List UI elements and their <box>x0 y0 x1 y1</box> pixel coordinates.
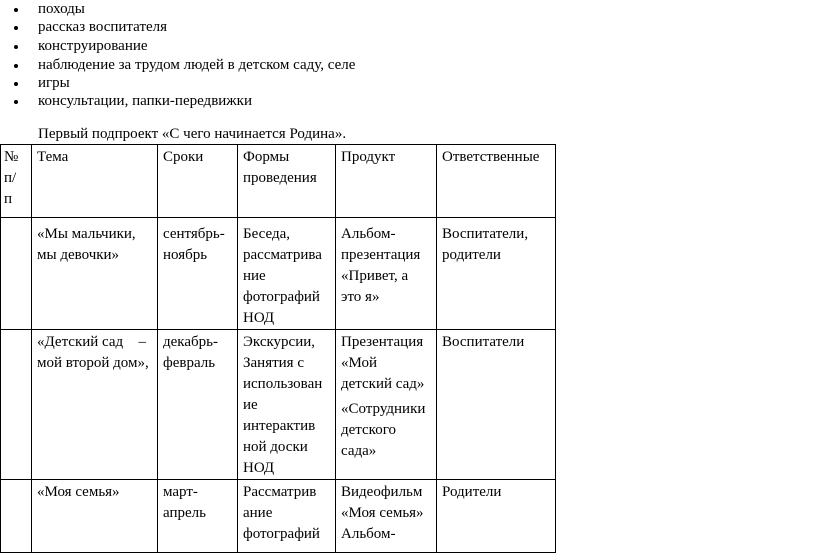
bullet-icon <box>14 45 18 49</box>
header-responsible: Ответственные <box>437 145 556 218</box>
plan-table <box>0 144 556 553</box>
bullet-icon <box>14 100 18 104</box>
cell-num <box>1 480 32 553</box>
cell-forms: Беседа, рассматрива ние фотографий НОД <box>238 218 336 330</box>
header-product: Продукт <box>336 145 437 218</box>
bullet-icon <box>14 8 18 12</box>
header-forms: Формы проведения <box>238 145 336 218</box>
cell-product: Альбом- презентация «Привет, а это я» <box>336 218 437 330</box>
cell-responsible: Родители <box>437 480 556 553</box>
cell-product: Видеофильм «Моя семья» Альбом- <box>336 480 437 553</box>
cell-topic: «Детский сад – мой второй дом», <box>32 330 158 480</box>
table-row <box>1 218 556 330</box>
bullet-icon <box>14 64 18 68</box>
list-item: рассказ воспитателя <box>38 18 167 36</box>
bullet-icon <box>14 26 18 30</box>
table-row <box>1 330 556 480</box>
list-item: консультации, папки-передвижки <box>38 92 252 110</box>
subproject-title: Первый подпроект «С чего начинается Родина». <box>38 126 347 142</box>
list-item: конструирование <box>38 37 148 55</box>
bullet-icon <box>14 82 18 86</box>
list-item: походы <box>38 0 85 18</box>
header-topic: Тема <box>32 145 158 218</box>
cell-responsible: Воспитатели <box>437 330 556 480</box>
cell-product: Презентация «Мой детский сад» «Сотрудники детского сада» <box>336 330 437 480</box>
cell-dates: сентябрь- ноябрь <box>158 218 238 330</box>
cell-forms: Экскурсии, Занятия с использован ие интерактив ной доски НОД <box>238 330 336 480</box>
cell-dates: март- апрель <box>158 480 238 553</box>
cell-num <box>1 218 32 330</box>
cell-topic: «Моя семья» <box>32 480 158 553</box>
cell-responsible: Воспитатели, родители <box>437 218 556 330</box>
header-num: № п/ п <box>1 145 32 218</box>
cell-topic: «Мы мальчики, мы девочки» <box>32 218 158 330</box>
list-item: игры <box>38 74 70 92</box>
topic-first-line: «Детский сад – <box>37 334 146 350</box>
cell-forms: Рассматрив ание фотографий <box>238 480 336 553</box>
header-dates: Сроки <box>158 145 238 218</box>
cell-num <box>1 330 32 480</box>
cell-dates: декабрь- февраль <box>158 330 238 480</box>
table-row <box>1 480 556 553</box>
table-header-row <box>1 145 556 218</box>
list-item: наблюдение за трудом людей в детском саду, селе <box>38 56 355 74</box>
